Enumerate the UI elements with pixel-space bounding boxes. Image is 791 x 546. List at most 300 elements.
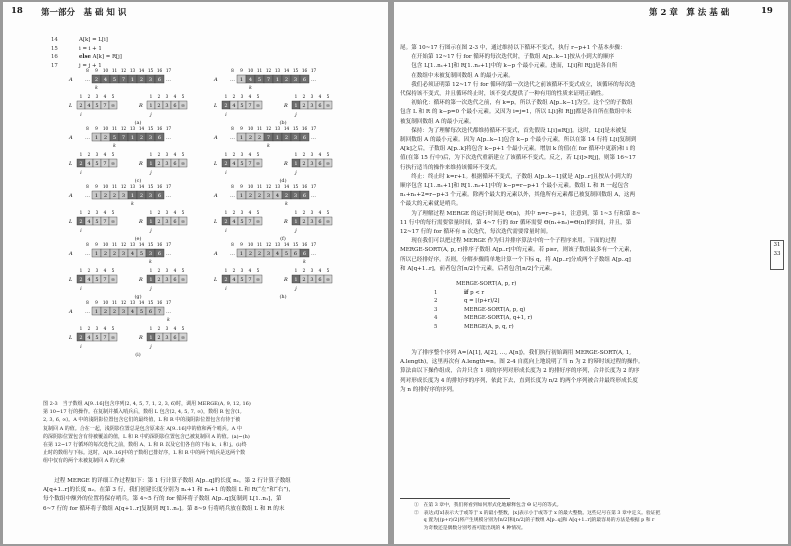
array-a-value: 3 (148, 77, 153, 83)
index-label: 8 (231, 126, 234, 131)
array-a-value: 7 (121, 77, 126, 83)
index-label: 10 (102, 242, 109, 247)
array-l-index: 1 (79, 152, 83, 157)
array-l-index: 5 (256, 210, 260, 215)
index-label: 12 (120, 242, 127, 247)
page-number-left: 18 (11, 6, 23, 16)
array-l-index: 1 (224, 268, 228, 273)
array-r-index: 1 (149, 210, 153, 215)
array-l-label: L (69, 219, 73, 225)
array-r-index: 4 (318, 268, 322, 273)
index-label: 8 (86, 126, 89, 131)
text-line: 在数组中未被复制回数组 A 的最小元素。 (400, 72, 514, 79)
array-a-value: … (311, 77, 316, 83)
array-l-pointer: i (80, 345, 82, 350)
array-r-index: 5 (181, 268, 185, 273)
array-r-pointer: j (295, 229, 297, 234)
code-keyword: else (79, 54, 91, 61)
array-l-index: 3 (95, 152, 99, 157)
array-a-value: 5 (112, 77, 117, 83)
array-l-value: 5 (95, 219, 99, 225)
text-line: 我们必须证明第 12~17 行 for 循环的第一次迭代之前该循环不变式成立，该循环的每次迭 (400, 81, 636, 88)
k-pointer: k (167, 318, 170, 323)
line-number: 5 (434, 323, 438, 330)
array-r-index: 3 (165, 152, 169, 157)
array-a-value: 5 (284, 251, 289, 257)
array-l-label: L (214, 277, 218, 283)
running-head-right: 第 2 章 算 法 基 础 (649, 8, 730, 18)
array-a-value: … (85, 309, 90, 315)
array-a-value: 6 (157, 251, 162, 257)
array-l-value: 7 (103, 219, 107, 225)
array-r-value: 1 (149, 161, 153, 167)
text-line: 顺序包含 L[1..n₁+1]和 R[1..n₂+1]中的 k−p=r−p+1 个最小元素。数组 L 和 R 一起包含 (400, 183, 629, 190)
array-a-value: 1 (130, 77, 135, 83)
array-a-value: 6 (157, 77, 162, 83)
text-line: A[q+1..r]的长度 n₂。在第 3 行，我们创建长度分别为 n₁+1 和 n₂+1 的数组 L 和 R(“左”和“右”)， (43, 487, 294, 494)
array-l-index: 2 (232, 94, 236, 99)
array-r-value: 2 (157, 277, 161, 283)
array-a-label: A (69, 135, 73, 141)
array-a-value: 2 (112, 193, 117, 199)
code-text (456, 324, 514, 330)
index-label: 17 (165, 126, 172, 131)
array-r-pointer: j (295, 287, 297, 292)
array-l-value: ∞ (255, 161, 261, 167)
array-r-value: 3 (310, 219, 314, 225)
array-a-value: … (166, 309, 171, 315)
array-l-pointer: i (80, 113, 82, 118)
array-r-label: R (284, 219, 288, 225)
array-r-index: 1 (294, 152, 298, 157)
line-number: 4 (434, 315, 438, 322)
array-l-index: 2 (232, 152, 236, 157)
code-line (51, 45, 122, 54)
array-a-value: 4 (103, 77, 108, 83)
array-r-value: 2 (157, 335, 161, 341)
array-r-value: ∞ (325, 277, 331, 283)
array-l-value: 2 (224, 103, 228, 109)
index-label: 12 (120, 300, 127, 305)
code-content: MERGE-SORT(A, q+1, r) (464, 315, 533, 322)
index-label: 13 (274, 184, 281, 189)
array-l-value: 5 (95, 335, 99, 341)
array-l-value: 7 (248, 277, 252, 283)
array-r-pointer: j (295, 171, 297, 176)
array-a-value: 5 (112, 135, 117, 141)
array-r-value: 2 (302, 219, 306, 225)
array-r-value: 1 (149, 277, 153, 283)
tab-bottom: 33 (773, 251, 781, 257)
array-a-value: 1 (94, 251, 99, 257)
array-r-index: 5 (326, 94, 330, 99)
array-r-value: ∞ (180, 277, 186, 283)
array-l-value: 4 (232, 161, 236, 167)
array-l-label: L (69, 103, 73, 109)
array-l-index: 3 (95, 268, 99, 273)
array-l-index: 4 (103, 152, 107, 157)
array-l-value: 7 (248, 219, 252, 225)
index-label: 9 (95, 126, 98, 131)
array-l-index: 2 (87, 152, 91, 157)
index-label: 17 (310, 68, 317, 73)
array-r-value: 1 (149, 335, 153, 341)
right-page (394, 2, 788, 544)
index-label: 13 (274, 242, 281, 247)
caption-line: 复制回 A 的值。合在一起，浅阴影位置总是包含原来在 A[9..16]中的值和两个哨兵。A 中 (43, 425, 242, 432)
array-a-label: A (214, 193, 218, 199)
array-r-value: 6 (318, 219, 322, 225)
array-r-index: 5 (326, 268, 330, 273)
index-label: 13 (129, 184, 136, 189)
margin-page-tab (770, 240, 784, 270)
array-a-value: 2 (284, 77, 289, 83)
array-r-pointer: j (150, 345, 152, 350)
code-line (51, 53, 122, 62)
line-number: 1 (434, 289, 438, 296)
index-label: 10 (247, 68, 254, 73)
right-body-text (400, 44, 770, 274)
array-l-value: 2 (224, 161, 228, 167)
array-a-value: 2 (103, 135, 108, 141)
k-pointer: k (285, 202, 288, 207)
code-line (434, 289, 532, 298)
array-l-index: 2 (87, 326, 91, 331)
array-a-value: 2 (248, 135, 253, 141)
array-l-index: 3 (240, 152, 244, 157)
code-text (456, 315, 532, 321)
text-line: 12~17 行的 for 循环有 n 次迭代，每次迭代需要常量时间。 (400, 229, 552, 236)
text-line: MERGE-SORT(A, p, r)排序子数组 A[p..r]中的元素。若 p≥r，则该子数组最多有一个元素， (400, 247, 636, 254)
array-r-index: 3 (165, 326, 169, 331)
array-a-value: 4 (130, 251, 135, 257)
index-label: 13 (129, 68, 136, 73)
array-a-value: … (311, 193, 316, 199)
array-l-index: 4 (248, 94, 252, 99)
index-label: 11 (256, 126, 263, 131)
array-l-value: 4 (87, 161, 91, 167)
line-number: 2 (434, 298, 438, 305)
array-a-value: 5 (257, 77, 262, 83)
caption-line: 的深阴影位置包含有待被覆盖的值，L 和 R 中的深阴影位置包含已被复制回 A 的值。(a)~(h) (43, 433, 250, 440)
array-l-value: 4 (87, 103, 91, 109)
array-r-label: R (139, 335, 143, 341)
array-a-value: 4 (275, 251, 280, 257)
array-a-value: 3 (293, 135, 298, 141)
array-a-value: … (85, 193, 90, 199)
array-a-value: 3 (148, 193, 153, 199)
array-a-value: … (166, 77, 171, 83)
array-a-value: 2 (139, 77, 144, 83)
array-l-label: L (69, 335, 73, 341)
index-label: 17 (165, 300, 172, 305)
code-line (434, 314, 532, 323)
text-line: 保持：为了理解每次迭代都维持循环不变式，首先假设 L[i]≤R[j]。这时，L[i]是未被复 (400, 127, 627, 134)
array-r-index: 4 (318, 210, 322, 215)
index-label: 17 (310, 184, 317, 189)
array-l-index: 5 (111, 210, 115, 215)
index-label: 16 (156, 126, 163, 131)
array-a-value: 1 (130, 193, 135, 199)
array-l-index: 5 (256, 152, 260, 157)
index-label: 12 (120, 184, 127, 189)
array-a-value: 2 (257, 251, 262, 257)
array-l-label: L (69, 161, 73, 167)
array-l-index: 4 (103, 94, 107, 99)
array-r-value: 1 (294, 219, 298, 225)
array-a-value: 1 (239, 193, 244, 199)
array-a-value: … (230, 77, 235, 83)
merge-panel (63, 66, 213, 124)
index-label: 12 (265, 68, 272, 73)
array-l-value: 4 (87, 335, 91, 341)
array-r-value: 2 (302, 277, 306, 283)
k-pointer: k (267, 144, 270, 149)
array-r-value: 3 (165, 103, 169, 109)
index-label: 15 (292, 184, 299, 189)
index-label: 16 (156, 242, 163, 247)
index-label: 12 (265, 184, 272, 189)
merge-panel (208, 240, 358, 298)
array-r-pointer: j (295, 113, 297, 118)
code-text (456, 307, 525, 313)
index-label: 11 (256, 184, 263, 189)
k-pointer: k (95, 86, 98, 91)
array-a-label: A (69, 193, 73, 199)
array-l-value: ∞ (255, 103, 261, 109)
array-l-index: 3 (95, 210, 99, 215)
index-label: 16 (156, 68, 163, 73)
array-r-label: R (139, 219, 143, 225)
array-r-value: ∞ (325, 161, 331, 167)
array-r-value: 6 (318, 277, 322, 283)
merge-panel (63, 182, 213, 240)
array-l-value: 5 (240, 277, 244, 283)
panel-label: (g) (134, 294, 142, 300)
array-a-value: … (85, 135, 90, 141)
text-line: 在开始第 12~17 行 for 循环的每次迭代时，子数组 A[p..k−1]按从小到大的顺序 (400, 54, 615, 61)
text-line: 包含 L[1..n₁+1]和 R[1..n₂+1]中的 k−p 个最小元素。进而，L[i]和 R[j]是各自所 (400, 63, 618, 70)
array-a-value: 1 (94, 193, 99, 199)
array-l-pointer: i (225, 229, 227, 234)
array-r-value: 2 (157, 103, 161, 109)
code-content: q = ⌊(p+r)/2⌋ (464, 298, 500, 305)
array-l-value: ∞ (110, 277, 116, 283)
array-a-value: 7 (157, 309, 162, 315)
footnote-line: 为奇数还是偶数分别考查可能出现的 4 种情况。 (414, 525, 526, 531)
array-l-pointer: i (80, 287, 82, 292)
index-label: 8 (231, 68, 234, 73)
array-l-value: 4 (232, 103, 236, 109)
text-line: 初始化：循环的第一次迭代之前，有 k=p，所以子数组 A[p..k−1]为空。这个空的子数组 (400, 100, 633, 107)
array-l-label: L (214, 219, 218, 225)
array-r-value: 2 (302, 161, 306, 167)
index-label: 10 (247, 126, 254, 131)
array-r-label: R (139, 277, 143, 283)
array-a-value: 2 (139, 193, 144, 199)
array-l-index: 4 (103, 268, 107, 273)
array-r-index: 4 (173, 326, 177, 331)
array-r-label: R (284, 161, 288, 167)
caption-line: 组中仅有的两个未被复制回 A 的元素 (43, 458, 125, 465)
array-a-value: … (85, 251, 90, 257)
merge-panel (63, 240, 213, 298)
array-r-index: 2 (302, 210, 306, 215)
code-content: j = j + 1 (79, 62, 102, 69)
array-l-value: 4 (232, 277, 236, 283)
index-label: 13 (129, 242, 136, 247)
array-r-index: 3 (165, 210, 169, 215)
array-r-index: 3 (165, 268, 169, 273)
footnote-rule (400, 498, 510, 499)
array-r-index: 1 (149, 152, 153, 157)
array-a-value: 3 (293, 77, 298, 83)
caption-line: 在第 12~17 行循环的每次迭代之前，数组 A、L 和 R 以及它们各自的下标 k、i 和 j。(i)终 (43, 442, 247, 449)
array-r-value: 3 (310, 277, 314, 283)
array-r-index: 4 (173, 268, 177, 273)
array-r-index: 1 (149, 94, 153, 99)
array-r-value: 6 (318, 103, 322, 109)
array-l-index: 4 (248, 152, 252, 157)
array-a-label: A (69, 251, 73, 257)
array-r-value: ∞ (180, 335, 186, 341)
array-l-value: 5 (240, 103, 244, 109)
array-l-value: 7 (103, 335, 107, 341)
array-a-value: 2 (112, 251, 117, 257)
array-a-value: 7 (121, 135, 126, 141)
array-l-index: 1 (79, 268, 83, 273)
text-line: 被复制回数组 A 的最小元素。 (400, 118, 475, 125)
array-a-value: … (311, 251, 316, 257)
index-label: 10 (102, 184, 109, 189)
index-label: 12 (265, 242, 272, 247)
array-r-label: R (284, 277, 288, 283)
array-a-value: 6 (302, 251, 307, 257)
array-r-index: 2 (157, 94, 161, 99)
array-l-index: 5 (111, 326, 115, 331)
array-a-value: 7 (266, 135, 271, 141)
array-a-value: 2 (94, 77, 99, 83)
code-content: A[k] = R[j] (90, 54, 122, 61)
index-label: 12 (265, 126, 272, 131)
array-r-value: 3 (310, 161, 314, 167)
array-a-value: 2 (284, 193, 289, 199)
index-label: 11 (256, 242, 263, 247)
index-label: 17 (165, 68, 172, 73)
index-label: 12 (120, 68, 127, 73)
array-a-value: 6 (157, 135, 162, 141)
tab-top: 31 (773, 242, 781, 248)
array-r-index: 5 (326, 152, 330, 157)
array-r-value: 6 (318, 161, 322, 167)
array-a-value: 1 (94, 309, 99, 315)
index-label: 9 (95, 184, 98, 189)
panel-label: (c) (134, 178, 142, 184)
array-r-index: 2 (302, 268, 306, 273)
array-l-value: 2 (224, 219, 228, 225)
text-line: 每个数组中额外的位置将保存哨兵。第 4~5 行的 for 循环将子数组 A[p..q]复制到 L[1..n₁]，第 (43, 496, 282, 503)
array-a-value: 6 (157, 193, 162, 199)
index-label: 17 (165, 242, 172, 247)
array-a-value: 1 (275, 77, 280, 83)
line-number: 15 (51, 45, 58, 52)
array-r-index: 4 (173, 210, 177, 215)
merge-panel (208, 182, 358, 240)
array-a-value: … (166, 135, 171, 141)
page-number-right: 19 (761, 6, 773, 16)
code-content: p < r (468, 289, 485, 296)
array-r-value: ∞ (325, 219, 331, 225)
index-label: 16 (301, 126, 308, 131)
array-l-value: ∞ (110, 335, 116, 341)
array-a-value: 3 (148, 135, 153, 141)
array-r-pointer: j (150, 113, 152, 118)
text-line: 现在我们可以把过程 MERGE 作为归并排序算法中的一个子程序来用。下面的过程 (400, 238, 617, 245)
index-label: 9 (95, 68, 98, 73)
index-label: 14 (138, 126, 145, 131)
index-label: 17 (310, 126, 317, 131)
array-l-label: L (214, 161, 218, 167)
array-r-value: 2 (157, 219, 161, 225)
text-line: 和 A[q+1..r]，前者包含⌈n/2⌉个元素，后者包含⌊n/2⌋个元素。 (400, 265, 556, 272)
array-a-value: 3 (121, 251, 126, 257)
footnote-line: q 置为⌊(p+r)/2⌋将产生规模分别为⌈n/2⌉和⌊n/2⌋的子数组 A[p..q]和 A[q+1..r]的最容易的方法是根据 p 和 r (414, 518, 655, 523)
array-l-value: 4 (232, 219, 236, 225)
index-label: 16 (156, 184, 163, 189)
array-l-index: 1 (79, 210, 83, 215)
array-l-index: 5 (111, 94, 115, 99)
k-pointer: k (149, 260, 152, 265)
text-line: 算法由以下操作组成，合并只含 1 项的序列对形成长度为 2 的排好序的序列，合并长度为 2 的序 (400, 368, 640, 375)
array-a-value: … (85, 77, 90, 83)
array-r-pointer: j (150, 171, 152, 176)
panel-label: (d) (279, 178, 287, 184)
index-label: 9 (240, 68, 243, 73)
code-content: MERGE-SORT(A, p, r) (456, 281, 517, 287)
array-r-label: R (139, 103, 143, 109)
array-a-value: 2 (139, 135, 144, 141)
array-l-index: 5 (111, 268, 115, 273)
text-line: 代保持该不变式，并且循环终止时，该不变式提供了一种有用的性质来证明正确性。 (400, 91, 607, 98)
right-body-text-2 (400, 349, 770, 395)
index-label: 16 (156, 300, 163, 305)
text-line: 为了排序整个序列 A=⟨A[1], A[2], …, A[n]⟩，我们执行初始调用 MERGE-SORT(A, 1, (400, 350, 632, 356)
array-l-value: 5 (95, 277, 99, 283)
array-r-value: 1 (294, 103, 298, 109)
array-l-value: 7 (103, 103, 107, 109)
code-content: MERGE-SORT(A, p, q) (464, 306, 526, 313)
index-label: 10 (102, 126, 109, 131)
line-number: 3 (434, 306, 438, 313)
array-l-value: 4 (87, 277, 91, 283)
array-l-index: 1 (224, 94, 228, 99)
array-a-label: A (214, 77, 218, 83)
panel-label: (b) (279, 120, 287, 126)
array-l-index: 5 (256, 94, 260, 99)
index-label: 15 (292, 68, 299, 73)
array-l-value: 5 (95, 161, 99, 167)
array-a-value: 5 (139, 309, 144, 315)
index-label: 8 (231, 242, 234, 247)
array-l-index: 4 (248, 210, 252, 215)
panel-label: (i) (135, 352, 141, 358)
text-line: 为 n 的排好序的序列。 (400, 386, 458, 393)
merge-panel (63, 124, 213, 182)
code-text (73, 46, 102, 52)
array-l-index: 1 (79, 326, 83, 331)
array-l-index: 3 (240, 268, 244, 273)
array-l-value: 5 (240, 161, 244, 167)
